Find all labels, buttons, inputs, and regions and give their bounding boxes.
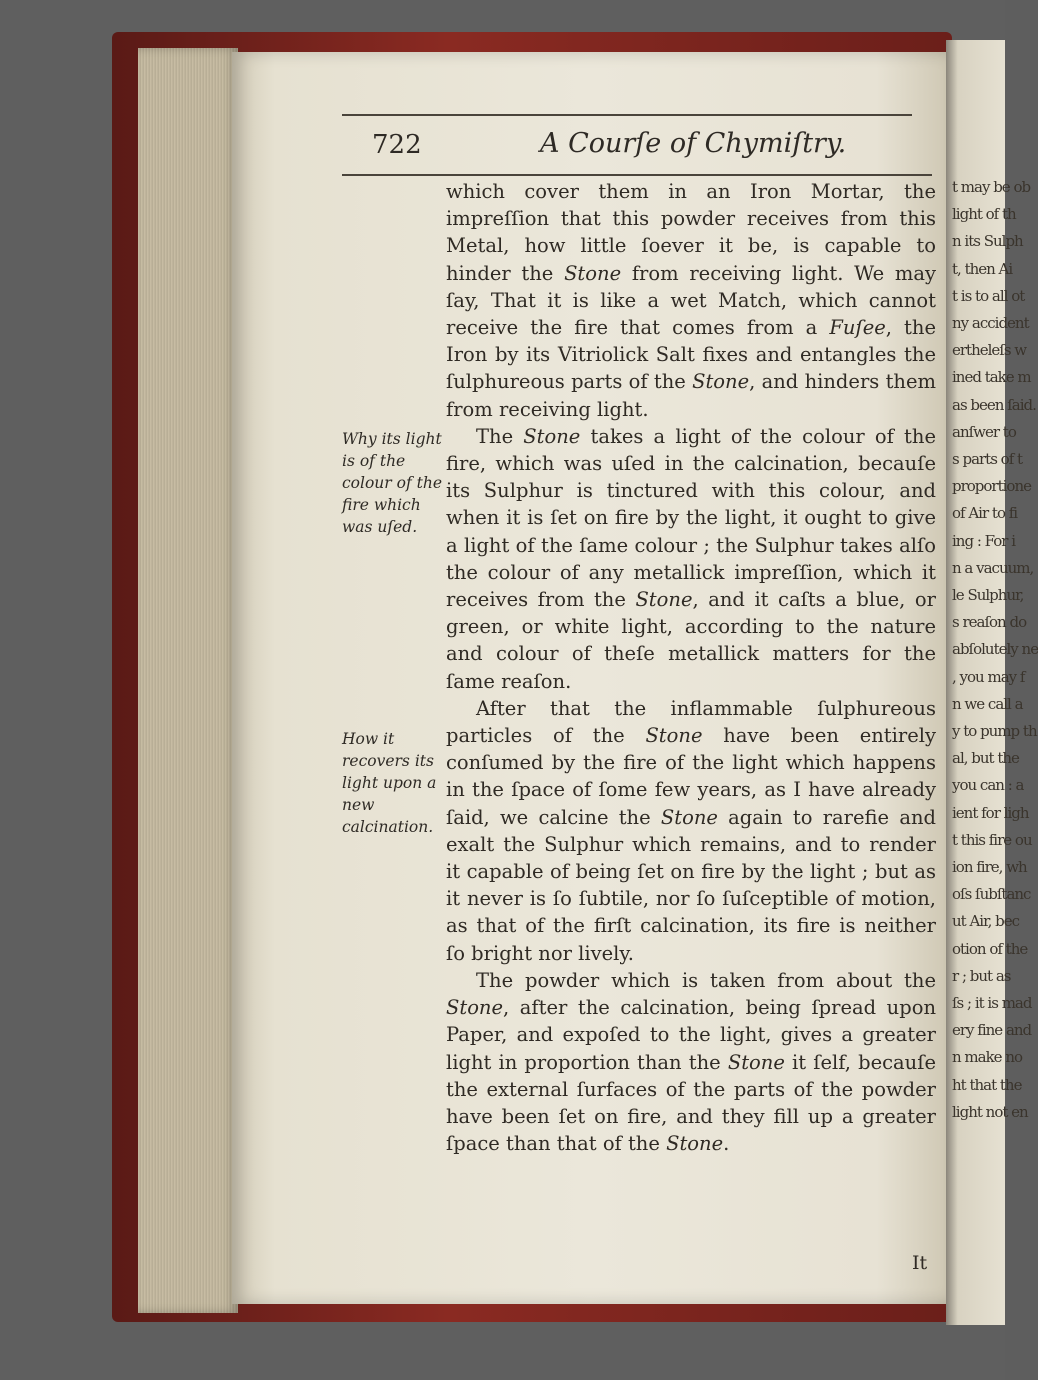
page-edges <box>138 48 238 1313</box>
facing-page-fragment: t may be ob <box>952 178 1031 196</box>
facing-page-fragment: , you may f <box>952 667 1025 686</box>
facing-page-fragment: t is to all ot <box>952 286 1025 305</box>
facing-page-fragment: ut Air, bec <box>952 912 1020 931</box>
facing-page-fragment: ny accident <box>952 314 1029 332</box>
paragraph: which cover them in an Iron Mortar, the impreſſion that this powder receives from this Metal, how little ſoever it be, is capable to hinder the Stone from receiving light. We may ſay, That it is like a wet Match, which cannot receive the fire that comes from a Fuſee, the Iron by its Vitriolick Salt fixes and entangles the ſulphureous parts of the Stone, and hinders them from receiving light. <box>446 180 937 421</box>
running-head: A Courſe of Chymiſtry. <box>540 128 847 159</box>
header-rule-bottom <box>342 174 932 176</box>
facing-page-fragment: n its Sulph <box>952 232 1023 251</box>
facing-page-edge <box>946 40 1038 1325</box>
facing-page-fragment: y to pump th <box>952 722 1037 740</box>
margin-note-recalcination: How it recovers its light upon a new calcination. <box>342 730 437 836</box>
facing-page-fragment: n make no <box>952 1048 1023 1067</box>
facing-page-fragment: oſs ſubſtanc <box>952 885 1031 904</box>
catchword: It <box>912 1252 928 1274</box>
facing-page-fragment: light not en <box>952 1102 1028 1121</box>
facing-page-fragment: light of th <box>952 205 1016 224</box>
facing-page-fragment: ery fine and <box>952 1021 1032 1040</box>
facing-page-fragment: ht that the <box>952 1075 1022 1094</box>
facing-page-fragment: r ; but as <box>952 966 1011 985</box>
facing-page-fragment: of Air to fi <box>952 504 1018 523</box>
facing-page-fragment: s parts of t <box>952 450 1023 468</box>
facing-page-fragment: anſwer to <box>952 422 1016 441</box>
paragraph: The Stone takes a light of the colour of the fire, which was uſed in the calcination, becauſe its Sulphur is tinctured with this colour, and when it is ſet on fire by the light, it ought to give a light of the ſame colour ; the Sulphur takes alſo the colour of any metallick impreſſion, which it receives from the Stone, and it caſts a blue, or green, or white light, according to the nature and colour of theſe metallick matters for the ſame reaſon. <box>446 424 936 693</box>
facing-page-fragment: proportione <box>952 477 1031 496</box>
facing-page-fragment: ion fire, wh <box>952 858 1027 876</box>
facing-page-fragment: you can : a <box>952 776 1024 795</box>
margin-note-light-colour: Why its light is of the colour of the fire which was uſed. <box>342 430 443 536</box>
body-text <box>446 178 936 1157</box>
facing-page-fragment: n we call a <box>952 694 1023 713</box>
facing-page-fragment: otion of the <box>952 939 1028 958</box>
book-page <box>232 52 948 1304</box>
facing-page-fragment: abſolutely ne <box>952 640 1038 659</box>
header-rule-top <box>342 114 912 116</box>
facing-page-fragment: ined take m <box>952 368 1031 387</box>
facing-page-fragment: s reaſon do <box>952 613 1027 632</box>
facing-page-fragment: le Sulphur, <box>952 586 1024 604</box>
facing-page-fragment: as been ſaid. <box>952 395 1036 414</box>
facing-page-fragment: t this fire ou <box>952 830 1032 849</box>
facing-page-fragment: ient for ligh <box>952 803 1029 822</box>
paragraph: After that the inflammable ſulphureous particles of the Stone have been entirely conſumed by the fire of the light which happens in the ſpace of ſome few years, as I have already ſaid, we calcine the Stone again to rarefie and exalt the Sulphur which remains, and to render it capable of being ſet on fire by the light ; but as it never is ſo ſubtile, nor ſo ſuſceptible of motion, as that of the firſt calcination, its fire is neither ſo bright nor lively. <box>446 696 936 965</box>
facing-page-fragment: n a vacuum, <box>952 558 1034 577</box>
facing-page-fragment: al, but the <box>952 749 1019 768</box>
facing-page-fragment: ing : For i <box>952 531 1016 550</box>
facing-page-fragment: ſs ; it is mad <box>952 994 1032 1012</box>
page-number: 722 <box>372 130 422 160</box>
facing-page-fragment: t, then Ai <box>952 259 1013 278</box>
paragraph: The powder which is taken from about the Stone, after the calcination, being ſpread upon Paper, and expoſed to the light, gives a greater light in proportion than the Stone it ſelf, becauſe the external ſurfaces of the parts of the powder have been ſet on fire, and they fill up a greater ſpace than that of the Stone. <box>446 968 936 1156</box>
facing-page-fragment: ertheleſs w <box>952 341 1027 360</box>
